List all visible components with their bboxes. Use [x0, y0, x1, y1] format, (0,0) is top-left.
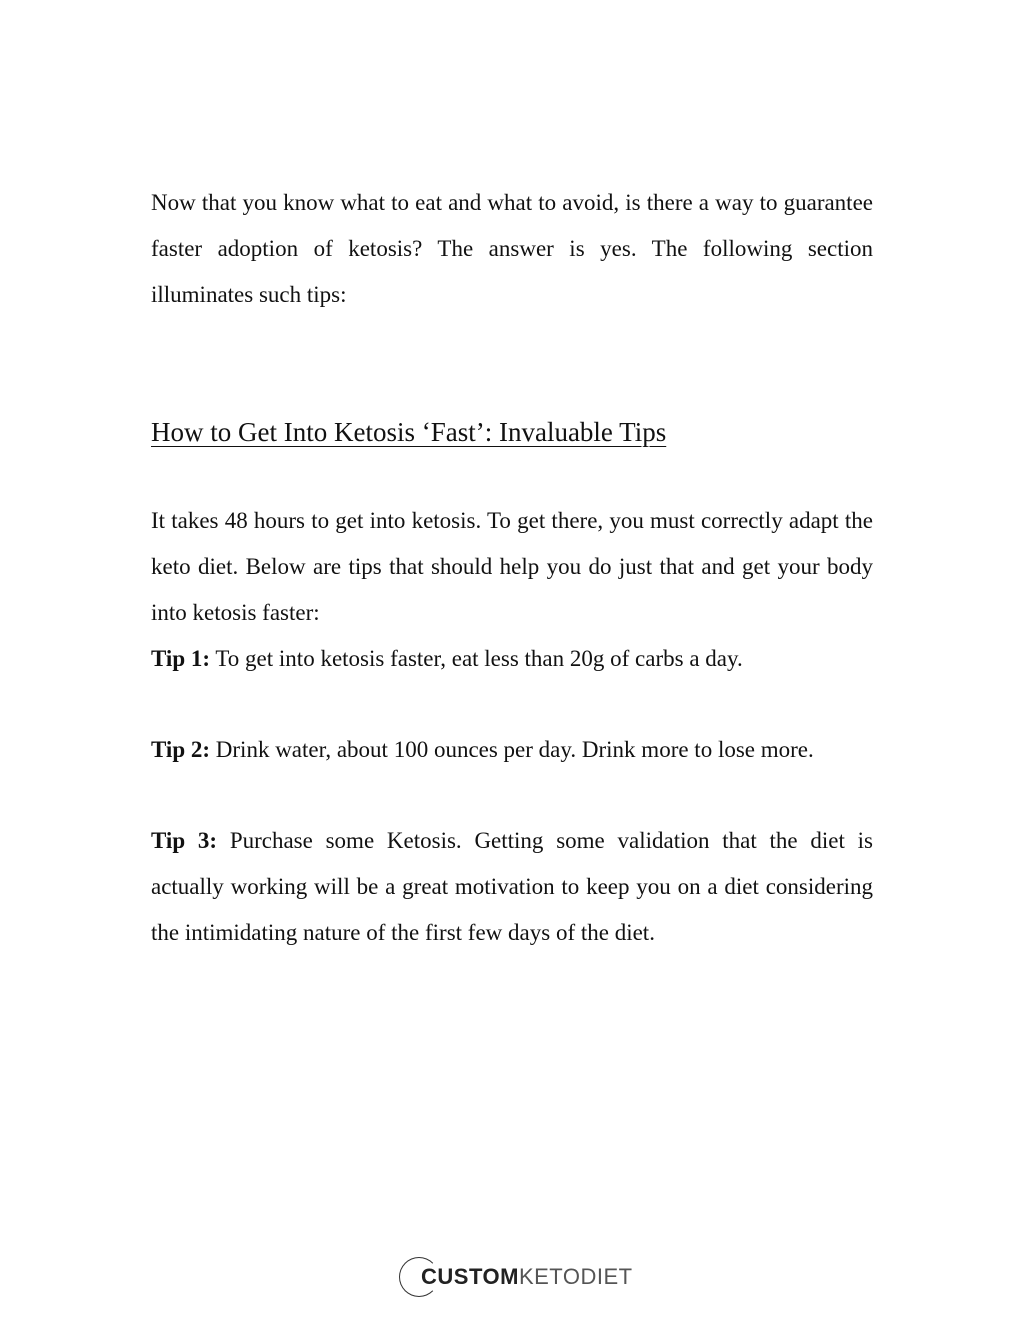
logo-wordmark	[421, 1264, 633, 1290]
logo-wordmark-ketodiet: KETODIET	[518, 1264, 633, 1289]
tip-3-paragraph	[151, 818, 873, 956]
logo-wordmark-custom: CUSTOM	[421, 1264, 519, 1289]
section-body-paragraph: It takes 48 hours to get into ketosis. To get there, you must correctly adapt the keto diet. Below are tips that should help you do just that and get your body into ketosis faster:	[151, 508, 873, 625]
section-heading: How to Get Into Ketosis ‘Fast’: Invaluable Tips	[151, 417, 667, 447]
tip-1-paragraph	[151, 636, 873, 682]
tip-1-label: Tip 1:	[151, 646, 211, 671]
logo-circle-icon	[399, 1257, 439, 1297]
custom-keto-diet-logo	[399, 1255, 633, 1299]
tip-2-paragraph	[151, 727, 873, 773]
tip-3-text: Purchase some Ketosis. Getting some validation that the diet is actually working will be a great motivation to keep you on a diet considering the intimidating nature of the first few days of the diet.	[151, 828, 873, 945]
tip-2-label: Tip 2:	[151, 737, 211, 762]
tip-3-label: Tip 3:	[151, 828, 218, 853]
tip-1-text: To get into ketosis faster, eat less than 20g of carbs a day.	[210, 646, 743, 671]
document-content	[151, 180, 873, 956]
tip-2-text: Drink water, about 100 ounces per day. Drink more to lose more.	[210, 737, 814, 762]
intro-paragraph: Now that you know what to eat and what to avoid, is there a way to guarantee faster adoption of ketosis? The answer is yes. The following section illuminates such tips:	[151, 190, 873, 307]
